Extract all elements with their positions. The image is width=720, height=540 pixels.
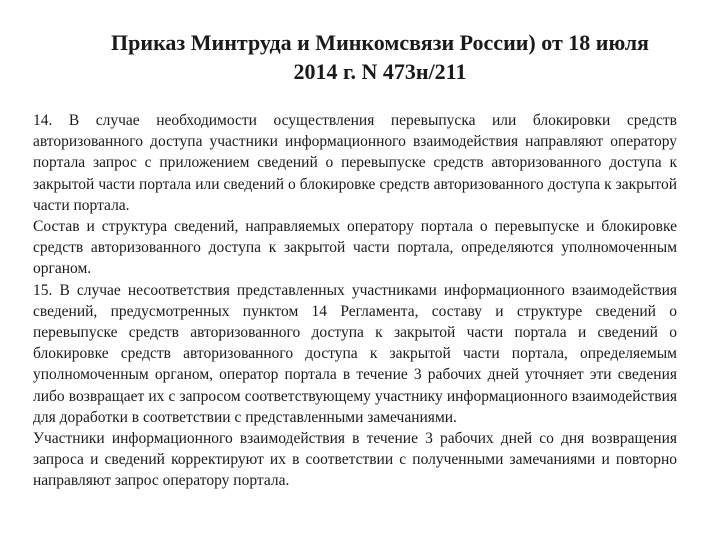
document-body bbox=[33, 110, 677, 492]
title-line-1: Приказ Минтруда и Минкомсвязи России) от 18 июля bbox=[111, 30, 649, 55]
paragraph-structure: Состав и структура сведений, направляемых оператору портала о перевыпуске и блокировке средств авторизованного доступа к закрытой части портала, определяются уполномоченным органом. bbox=[33, 218, 677, 278]
paragraph-participants: Участники информационного взаимодействия в течение 3 рабочих дней со дня возвращения запроса и сведений корректируют их в соответствии с полученными замечаниями и повторно направляют запрос оператору портала. bbox=[33, 430, 677, 490]
paragraph-14: 14. В случае необходимости осуществления перевыпуска или блокировки средств авторизованного доступа участники информационного взаимодействия направляют оператору портала запрос с приложением сведений о перевыпуске средств авторизованного доступа к закрытой части портала или сведений о блокировке средств авторизованного доступа к закрытой части портала. bbox=[33, 112, 677, 214]
document-title bbox=[60, 28, 700, 86]
title-line-2: 2014 г. N 473н/211 bbox=[293, 59, 467, 84]
paragraph-15: 15. В случае несоответствия представленных участниками информационного взаимодействия сведений, предусмотренных пунктом 14 Регламента, составу и структуре сведений о перевыпуске средств авторизованного доступа к закрытой части портала и сведений о блокировке средств авторизованного доступа к закрытой части портала, определяемым уполномоченным органом, оператор портала в течение 3 рабочих дней уточняет эти сведения либо возвращает их с запросом соответствующему участнику информационного взаимодействия для доработки в соответствии с представленными замечаниями. bbox=[33, 281, 677, 426]
